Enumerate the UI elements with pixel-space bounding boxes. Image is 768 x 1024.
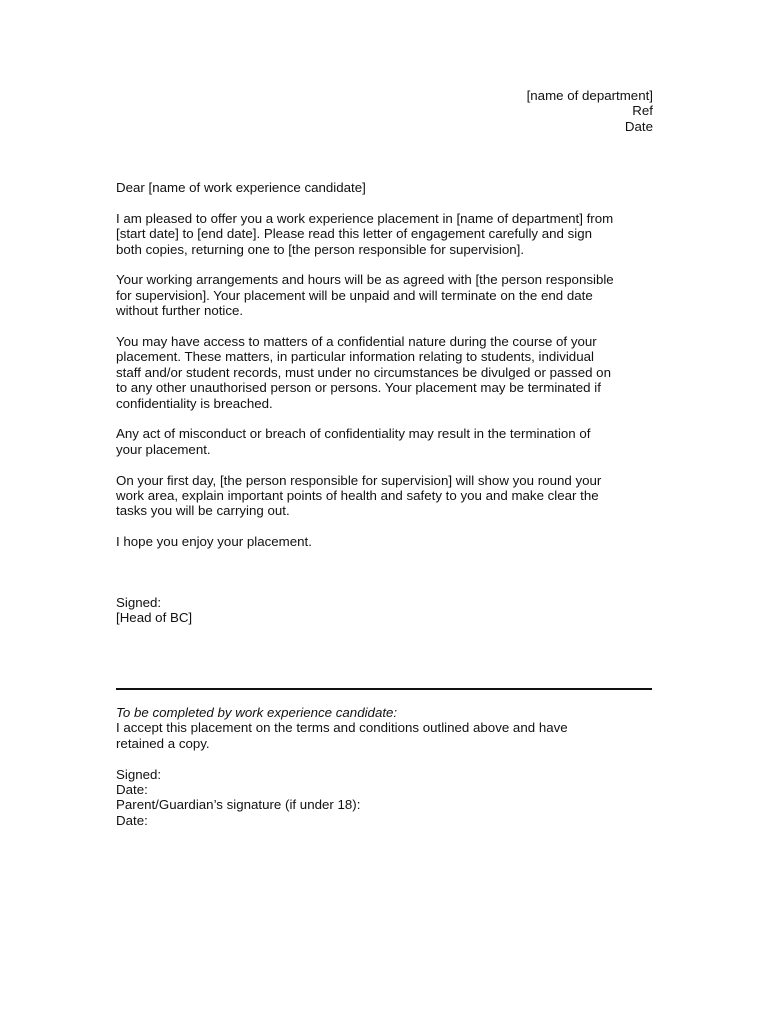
department-name: [name of department] (526, 88, 653, 103)
paragraph-confidentiality (116, 334, 656, 411)
paragraph-line: your placement. (116, 441, 211, 457)
signature-block (116, 595, 656, 626)
date-label: Date (624, 118, 653, 134)
spacer (116, 565, 656, 595)
candidate-date-label: Date: (116, 782, 148, 798)
paragraph-line: confidentiality is breached. (116, 395, 273, 411)
signatory-name: [Head of BC] (116, 610, 193, 626)
acceptance-line: I accept this placement on the terms and conditions outlined above and have (116, 720, 568, 736)
letter-header (527, 88, 653, 134)
paragraph-line: [start date] to [end date]. Please read this letter of engagement carefully and sign (116, 226, 593, 242)
paragraph-line: I hope you enjoy your placement. (116, 534, 312, 550)
form-heading: To be completed by work experience candidate: (116, 705, 398, 720)
paragraph-misconduct (116, 426, 656, 457)
paragraph-line: to any other unauthorised person or persons. Your placement may be terminated if (116, 380, 601, 396)
spacer (116, 751, 656, 766)
acceptance-line: retained a copy. (116, 735, 210, 751)
paragraph-line: both copies, returning one to [the person responsible for supervision]. (116, 241, 525, 257)
salutation: Dear [name of work experience candidate] (116, 180, 366, 195)
paragraph-line: tasks you will be carrying out. (116, 503, 290, 519)
paragraph-closing (116, 534, 656, 549)
paragraph-line: staff and/or student records, must under no circumstances be divulged or passed on (116, 364, 611, 380)
guardian-date-label: Date: (116, 812, 148, 828)
paragraph-line: Any act of misconduct or breach of confidentiality may result in the termination of (116, 426, 591, 442)
paragraph-line: for supervision]. Your placement will be unpaid and will terminate on the end date (116, 287, 593, 303)
paragraph-first-day (116, 473, 656, 519)
divider-rule (116, 688, 652, 690)
signed-label: Signed: (116, 595, 162, 611)
paragraph-line: On your first day, [the person responsible for supervision] will show you round your (116, 472, 602, 488)
paragraph-offer (116, 211, 656, 257)
candidate-form (116, 705, 656, 828)
reference-label: Ref (632, 103, 653, 119)
paragraph-line: placement. These matters, in particular information relating to students, individual (116, 349, 594, 365)
paragraph-line: Your working arrangements and hours will be as agreed with [the person responsible (116, 272, 614, 288)
paragraph-line: I am pleased to offer you a work experience placement in [name of department] from (116, 210, 614, 226)
letter-body (116, 180, 656, 626)
candidate-signed-label: Signed: (116, 766, 162, 782)
paragraph-line: without further notice. (116, 303, 244, 319)
paragraph-line: work area, explain important points of health and safety to you and make clear the (116, 488, 599, 504)
guardian-signature-label: Parent/Guardian’s signature (if under 18): (116, 797, 361, 813)
paragraph-line: You may have access to matters of a confidential nature during the course of your (116, 334, 597, 350)
paragraph-arrangements (116, 272, 656, 318)
